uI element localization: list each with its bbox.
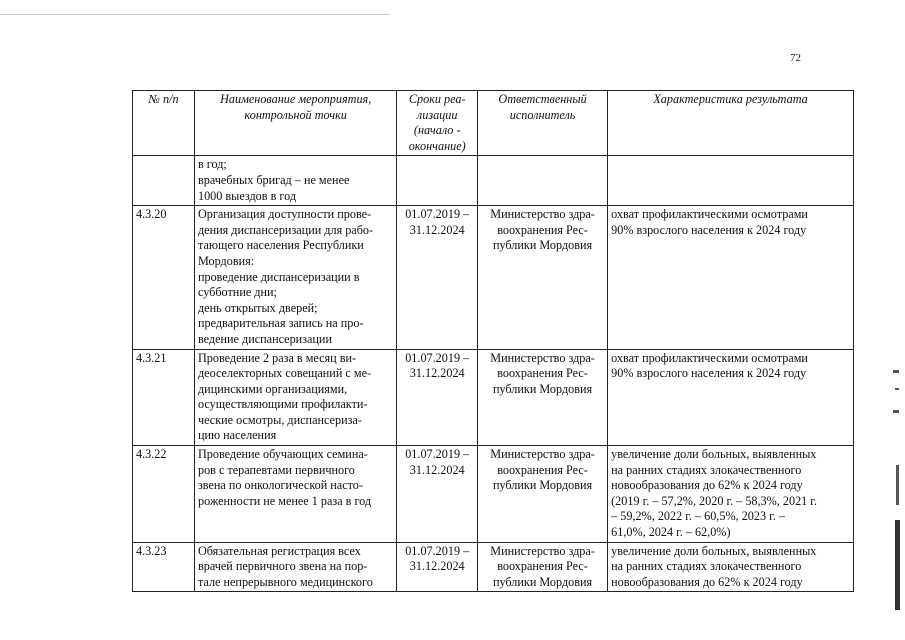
header-line: исполнитель [509,107,576,122]
cell-line: новообразования до 62% к 2024 году [611,478,803,493]
cell-executor [477,542,607,592]
cell-result [608,349,854,446]
table-row [133,542,854,592]
cell-line: ведение диспансеризации [197,331,332,346]
cell-line: – 59,2%, 2022 г. – 60,5%, 2023 г. – [611,509,785,524]
cell-line: 01.07.2019 – [405,543,470,558]
cell-number: 4.3.21 [133,349,195,446]
cell-line: Проведение обучающих семина- [197,447,368,462]
cell-line: охват профилактическими осмотрами [611,207,808,222]
cell-line: звена по онкологической насто- [197,478,363,493]
header-responsible [477,91,607,156]
cell-line: воохранения Рес- [497,222,588,237]
cell-result [608,446,854,543]
header-line: Наименование мероприятия, [220,92,372,106]
cell-line: ческие осмотры, диспансериза- [197,412,362,427]
cell-line: осуществляющими профилакти- [197,397,368,412]
cell-term [397,206,478,349]
cell-number: 4.3.23 [133,542,195,592]
cell-number: 4.3.22 [133,446,195,543]
header-line: № п/п [148,92,179,106]
table-header-row [133,91,854,156]
cell-line: проведение диспансеризации в [197,269,360,284]
scan-edge-line [0,14,390,15]
cell-line: воохранения Рес- [497,559,588,574]
header-number [133,91,195,156]
cell-line: 1000 выездов в год [197,188,297,203]
cell-line: Министерство здра- [490,207,595,222]
cell-line: цию населения [197,428,277,443]
cell-line: 01.07.2019 – [405,207,470,222]
header-line: окончание) [408,138,466,153]
cell-line: врачебных бригад – не менее [197,172,350,187]
table-row [133,349,854,446]
cell-line: дения диспансеризации для рабо- [197,222,374,237]
header-line: Сроки реа- [408,92,466,106]
cell-line: на ранних стадиях злокачественного [611,559,802,574]
cell-number: 4.3.20 [133,206,195,349]
cell-line: Министерство здра- [490,447,595,462]
header-line: лизации [416,107,458,122]
cell-line: Министерство здра- [490,543,595,558]
cell-executor [477,156,607,206]
cell-line: ров с терапевтами первичного [197,462,355,477]
cell-line: день открытых дверей; [197,300,318,315]
cell-name [194,156,396,206]
cell-name [194,206,396,349]
cell-line: Обязательная регистрация всех [197,543,361,558]
cell-line: тале непрерывного медицинского [197,574,373,589]
cell-executor [477,206,607,349]
header-line: Ответственный [498,92,587,106]
cell-line: 90% взрослого населения к 2024 году [611,222,807,237]
cell-line: 31.12.2024 [409,462,465,477]
cell-term [397,542,478,592]
cell-line: публики Мордовия [492,381,593,396]
cell-name [194,542,396,592]
cell-line: субботние дни; [197,285,277,300]
header-activity-name [194,91,396,156]
cell-line: охват профилактическими осмотрами [611,350,808,365]
cell-line: дицинскими организациями, [197,381,348,396]
cell-line: воохранения Рес- [497,462,588,477]
cell-executor [477,349,607,446]
table-row [133,446,854,543]
cell-term [397,349,478,446]
cell-line: увеличение доли больных, выявленных [611,543,817,558]
cell-line: новообразования до 62% к 2024 году [611,574,803,589]
cell-result [608,156,854,206]
cell-line: 01.07.2019 – [405,447,470,462]
header-line: (начало - [413,123,461,138]
cell-line: увеличение доли больных, выявленных [611,447,817,462]
cell-line: публики Мордовия [492,238,593,253]
cell-line: Мордовия: [197,253,255,268]
page-number: 72 [790,52,801,64]
action-plan-table [132,90,854,592]
cell-line: роженности не менее 1 раза в год [197,493,372,508]
header-result [608,91,854,156]
cell-line: воохранения Рес- [497,366,588,381]
cell-line: Проведение 2 раза в месяц ви- [197,350,357,365]
cell-line: 01.07.2019 – [405,350,470,365]
cell-executor [477,446,607,543]
cell-result [608,206,854,349]
cell-line: публики Мордовия [492,478,593,493]
cell-line: (2019 г. – 57,2%, 2020 г. – 58,3%, 2021 г. [611,493,817,508]
cell-name [194,349,396,446]
cell-line: деоселекторных совещаний с ме- [197,366,372,381]
cell-line: 31.12.2024 [409,222,465,237]
header-line: контрольной точки [244,107,347,122]
cell-term [397,156,478,206]
cell-line: 31.12.2024 [409,559,465,574]
cell-line: публики Мордовия [492,574,593,589]
cell-line: врачей первичного звена на пор- [197,559,368,574]
cell-term [397,446,478,543]
cell-line: 90% взрослого населения к 2024 году [611,366,807,381]
cell-name [194,446,396,543]
cell-line: 31.12.2024 [409,366,465,381]
cell-line: Организация доступности прове- [197,207,372,222]
cell-line: тающего населения Республики [197,238,364,253]
cell-line: предварительная запись на про- [197,316,364,331]
cell-line: в год; [197,157,227,172]
cell-result [608,542,854,592]
cell-line: Министерство здра- [490,350,595,365]
cell-number [133,156,195,206]
table-row [133,206,854,349]
table-row-continuation [133,156,854,206]
header-line: Характеристика результата [653,92,808,106]
cell-line: на ранних стадиях злокачественного [611,462,802,477]
scan-edge-marks [893,370,901,630]
cell-line: 61,0%, 2024 г. – 62,0%) [611,525,731,540]
header-deadlines [397,91,478,156]
